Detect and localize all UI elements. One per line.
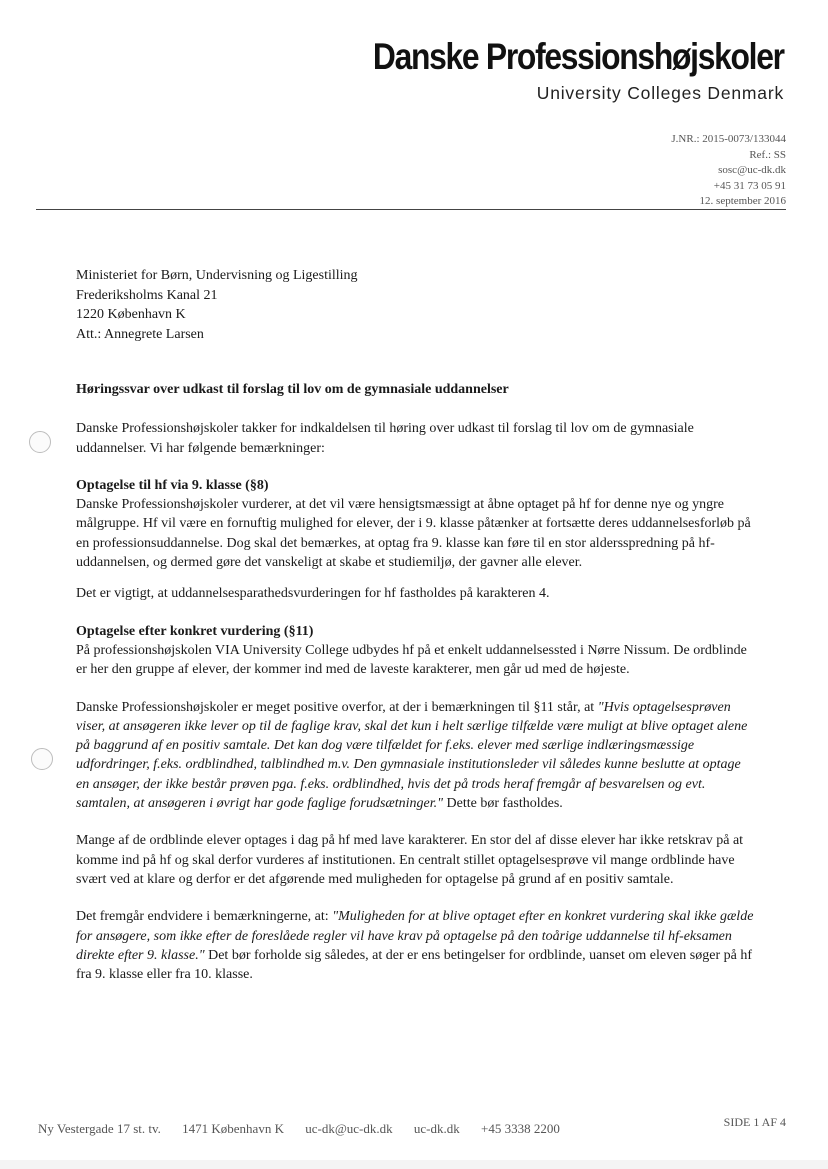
paragraph: Mange af de ordblinde elever optages i dag på hf med lave karakterer. En stor del af disse elever har ikke retskrav på at komme ind på hf og skal derfor vurderes af institutionen. En centralt stillet optagelsesprøve vil mange ordblinde have svært ved at klare og derfor er det afgørende med muligheden for optagelse på grund af en positiv samtale.: [76, 833, 744, 887]
page-bottom-edge: [0, 1160, 828, 1169]
recipient-address: [76, 266, 358, 344]
letter-subject: Høringssvar over udkast til forslag til lov om de gymnasiale uddannelser: [76, 382, 509, 397]
page-number: SIDE 1 AF 4: [723, 1115, 786, 1129]
recipient-line: Att.: Annegrete Larsen: [76, 326, 204, 342]
margin-comment-marker[interactable]: [29, 431, 51, 453]
footer-phone: +45 3338 2200: [481, 1121, 560, 1136]
recipient-line: Frederiksholms Kanal 21: [76, 287, 218, 303]
recipient-line: 1220 København K: [76, 307, 186, 322]
margin-comment-marker[interactable]: [31, 748, 53, 770]
footer-email: uc-dk@uc-dk.dk: [305, 1121, 393, 1136]
paragraph-with-quote: [76, 698, 756, 814]
paragraph-text: Dette bør fastholdes.: [443, 796, 563, 812]
header-divider: [36, 209, 786, 210]
letter-date: 12. september 2016: [699, 195, 786, 207]
org-logo: Danske Professionshøjskoler: [373, 36, 784, 77]
org-logo-subtitle: University Colleges Denmark: [536, 83, 784, 103]
paragraph: Danske Professionshøjskoler vurderer, at det vil være hensigtsmæssigt at åbne optaget på hf for denne nye og yngre målgruppe. Hf vil være en fornuftig mulighed for elever, der i 9. klasse påtænker at fortsætte deres uddannelsesforløb på en professionsuddannelse. Dog skal det bemærkes, at optag fra 9. klasse kan føre til en stor aldersspredning på hf-uddannelsen, og dermed gøre det vanskeligt at skabe et studiemiljø, der gavner alle elever.: [76, 497, 751, 571]
footer-contact: [38, 1121, 578, 1137]
paragraph-text: Danske Professionshøjskoler er meget positive overfor, at der i bemærkningen til §11 står, at: [76, 699, 598, 715]
quoted-text: "Muligheden for at blive optaget efter en konkret vurdering skal ikke gælde for ansøgere, som ikke efter de foreslåede regler vil have krav på optagelse på den toårige uddannelse til hf-eksamen direkte efter 9. klasse.": [76, 909, 754, 963]
intro-paragraph: Danske Professionshøjskoler takker for indkaldelsen til høring over udkast til forslag til lov om de gymnasiale uddannelser. Vi har følgende bemærkninger:: [76, 421, 694, 456]
section-heading: Optagelse efter konkret vurdering (§11): [76, 623, 314, 639]
reference-block: [671, 132, 786, 210]
reference: Ref.: SS: [749, 148, 786, 161]
paragraph: Det er vigtigt, at uddannelsesparathedsvurderingen for hf fastholdes på karakteren 4.: [76, 586, 550, 602]
footer-web: uc-dk.dk: [413, 1121, 460, 1136]
contact-phone: +45 31 73 05 91: [713, 179, 786, 192]
section-heading: Optagelse til hf via 9. klasse (§8): [76, 477, 269, 493]
recipient-line: Ministeriet for Børn, Undervisning og Ligestilling: [76, 268, 358, 283]
paragraph: På professionshøjskolen VIA University College udbydes hf på et enkelt uddannelsessted i Nørre Nissum. De ordblinde er her den gruppe af elever, der kommer ind med de laveste karakterer, men går ud med de højeste.: [76, 642, 747, 678]
footer-city: 1471 København K: [182, 1121, 284, 1136]
paragraph-text: Det bør forholde sig således, at der er ens betingelser for ordblinde, uanset om eleven søger på hf fra 9. klasse eller fra 10. klasse.: [76, 947, 752, 983]
contact-email: sosc@uc-dk.dk: [718, 164, 786, 176]
journal-number: J.NR.: 2015-0073/133044: [671, 133, 786, 145]
letter-body: [76, 380, 756, 984]
footer-address: Ny Vestergade 17 st. tv.: [38, 1121, 161, 1136]
paragraph-text: Det fremgår endvidere i bemærkningerne, at:: [76, 909, 333, 925]
quoted-text: "Hvis optagelsesprøven viser, at ansøgeren ikke lever op til de faglige krav, skal det kun i helt særlige tilfælde være muligt at blive optaget alene på baggrund af en positiv samtale. Det kan dog være tilfældet for f.eks. elever med særlige indlæringsmæssige udfordringer, f.eks. ordblindhed, talblindhed m.v. Den gymnasiale institutionsleder vil således kunne beslutte at optage en ansøger, der ikke består prøven pga. f.eks. ordblindhed, hvis det på trods heraf fremgår af besvarelsen og evt. samtalen, at ansøgeren i øvrigt har gode faglige forudsætninger.": [76, 699, 748, 812]
paragraph-with-quote: [76, 907, 756, 984]
